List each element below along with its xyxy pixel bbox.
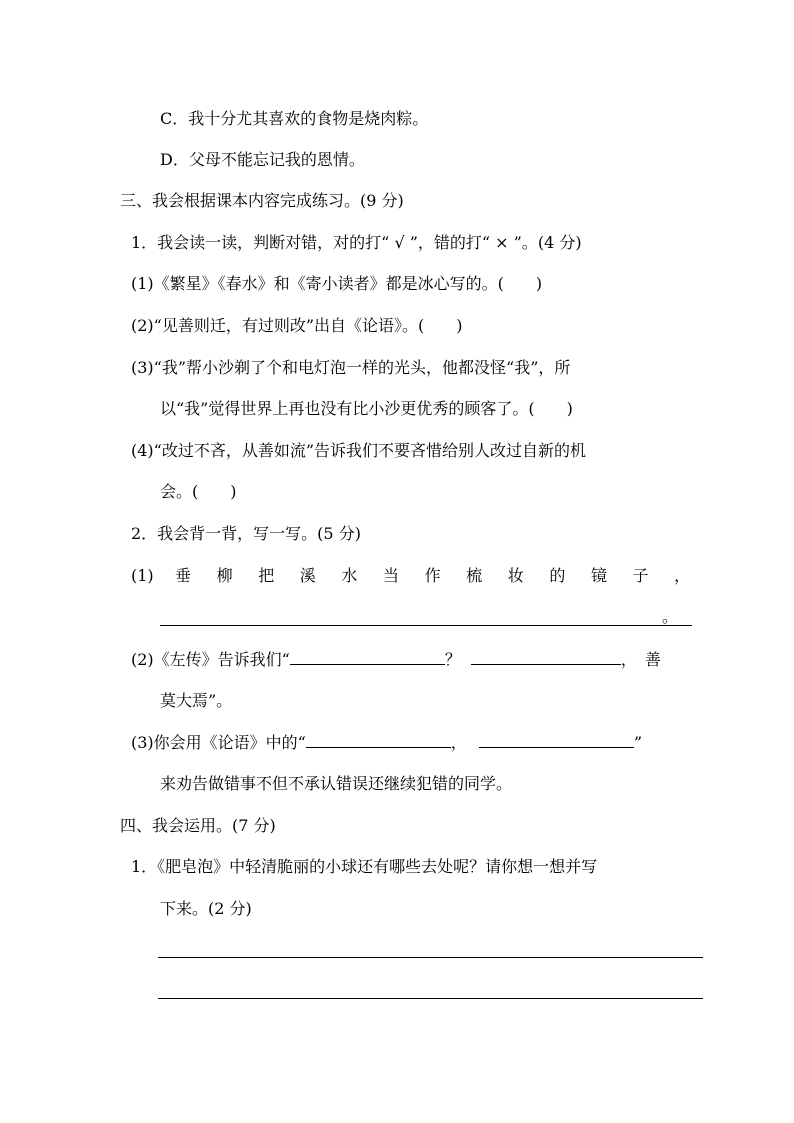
q2-item2-after: 善 <box>644 650 661 669</box>
section-3-heading: 三、我会根据课本内容完成练习。(9 分) <box>120 191 404 210</box>
char: 溪 <box>299 566 316 585</box>
section-4-heading: 四、我会运用。(7 分) <box>120 816 276 835</box>
q2-label: 2．我会背一背，写一写。(5 分) <box>131 524 361 543</box>
q2-item3-cont: 来劝告做错事不但不承认错误还继续犯错的同学。 <box>160 774 513 793</box>
char: 子 <box>632 566 649 585</box>
q2-item3-comma: ， <box>450 733 467 752</box>
answer-line-1[interactable] <box>158 957 703 958</box>
q2-item3-end: ” <box>633 733 643 752</box>
q1-label: 1．我会读一读，判断对错，对的打“ √ ”，错的打“ × ”。(4 分) <box>131 233 582 252</box>
s4-q1-line2: 下来。(2 分) <box>160 899 252 918</box>
s4-q1-line1: 1．《肥皂泡》中轻清脆丽的小球还有哪些去处呢？请你想一想并写 <box>131 857 598 876</box>
char: 梳 <box>466 566 483 585</box>
char: ， <box>674 566 691 585</box>
q2-item2-comma: ， <box>620 650 637 669</box>
q2-item2-mid: ？ <box>444 650 461 669</box>
char: 柳 <box>216 566 233 585</box>
q2-item2 <box>131 648 661 671</box>
char: 镜 <box>590 566 607 585</box>
answer-blank[interactable] <box>471 648 621 665</box>
answer-line-2[interactable] <box>158 998 703 999</box>
q1-item-2: (2)“见善则迁，有过则改”出自《论语》。( ) <box>131 316 463 335</box>
char: 作 <box>424 566 441 585</box>
q2-item2-cont: 莫大焉”。 <box>160 691 233 710</box>
q2-item1-end: 。 <box>662 607 679 626</box>
q1-item-1: (1)《繁星》《春水》和《寄小读者》都是冰心写的。( ) <box>131 274 543 293</box>
char: 的 <box>549 566 566 585</box>
q1-item-4: (4)“改过不吝，从善如流”告诉我们不要吝惜给别人改过自新的机 <box>131 441 587 460</box>
char: 垂 <box>175 566 192 585</box>
q2-item3-start: (3)你会用《论语》中的“ <box>131 733 306 752</box>
char: 把 <box>258 566 275 585</box>
answer-line-item1[interactable] <box>160 625 692 626</box>
option-d: D．父母不能忘记我的恩情。 <box>160 150 365 169</box>
q2-item1-num: (1) <box>131 566 154 585</box>
answer-blank[interactable] <box>306 731 451 748</box>
char: 水 <box>341 566 358 585</box>
char: 妆 <box>507 566 524 585</box>
option-c: C．我十分尤其喜欢的食物是烧肉粽。 <box>160 109 429 128</box>
q2-item1-text <box>175 565 716 587</box>
q1-item-3-cont: 以“我”觉得世界上再也没有比小沙更优秀的顾客了。( ) <box>160 399 573 418</box>
q2-item2-start: (2)《左传》告诉我们“ <box>131 650 290 669</box>
q1-item-3: (3)“我”帮小沙剃了个和电灯泡一样的光头，他都没怪“我”，所 <box>131 358 571 377</box>
answer-blank[interactable] <box>290 648 445 665</box>
q2-item3 <box>131 731 642 754</box>
char: 当 <box>382 566 399 585</box>
answer-blank[interactable] <box>479 731 634 748</box>
q1-item-4-cont: 会。( ) <box>160 482 237 501</box>
